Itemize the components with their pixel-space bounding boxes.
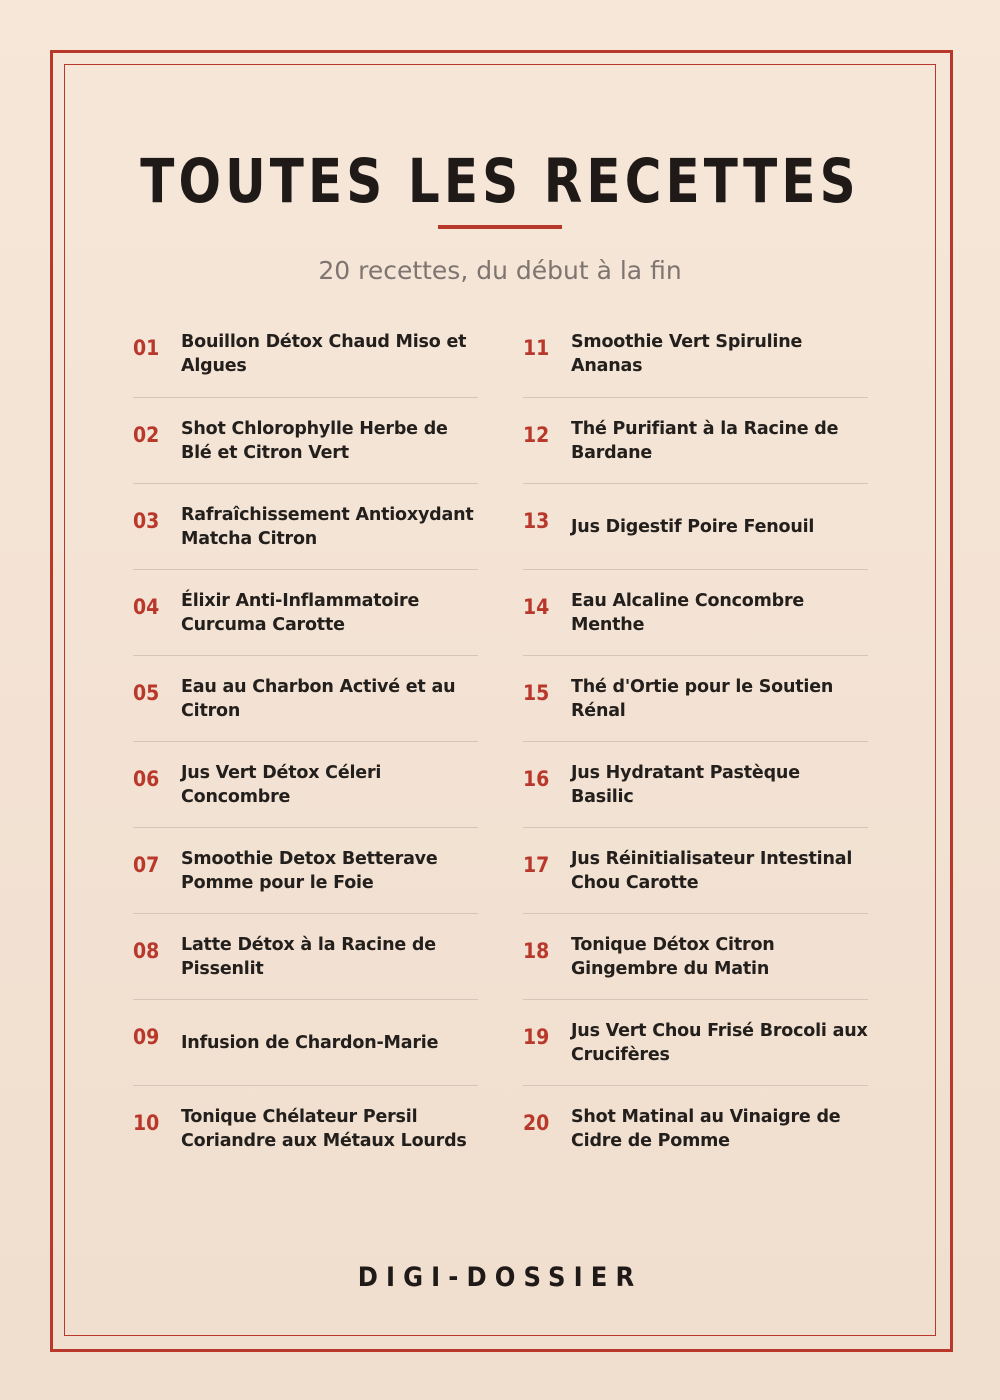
recipe-list-left: [133, 311, 478, 1171]
recipe-item: [133, 655, 478, 741]
recipe-item: [523, 999, 868, 1085]
recipe-number: 14: [523, 595, 550, 619]
recipe-name: Tonique Détox Citron Gingembre du Matin: [571, 935, 775, 979]
recipe-number: 01: [133, 336, 160, 360]
recipe-number: 06: [133, 767, 160, 791]
brand-footer: DIGI-DOSSIER: [357, 1262, 643, 1293]
recipe-name: Thé d'Ortie pour le Soutien Rénal: [571, 677, 834, 721]
recipe-number: 19: [523, 1025, 550, 1049]
recipe-name: Bouillon Détox Chaud Miso et Algues: [181, 332, 467, 376]
recipe-name: Jus Vert Détox Céleri Concombre: [181, 763, 382, 807]
recipe-number: 15: [523, 681, 550, 705]
recipe-item: [523, 655, 868, 741]
recipe-item: [523, 913, 868, 999]
recipe-number: 08: [133, 939, 160, 963]
recipe-item: [523, 1085, 868, 1171]
recipe-number: 12: [523, 423, 550, 447]
recipe-item: [133, 569, 478, 655]
recipe-item: [523, 569, 868, 655]
recipe-name: Latte Détox à la Racine de Pissenlit: [181, 935, 436, 979]
recipe-number: 05: [133, 681, 160, 705]
recipe-name: Jus Digestif Poire Fenouil: [571, 517, 815, 537]
recipe-item: [133, 311, 478, 397]
recipe-item: [133, 397, 478, 483]
page-title: TOUTES LES RECETTES: [140, 146, 860, 217]
recipe-name: Shot Chlorophylle Herbe de Blé et Citron Vert: [181, 419, 448, 463]
recipe-number: 10: [133, 1111, 160, 1135]
recipe-number: 16: [523, 767, 550, 791]
recipe-name: Shot Matinal au Vinaigre de Cidre de Pomme: [571, 1107, 841, 1151]
recipe-item: [523, 483, 868, 569]
recipe-number: 03: [133, 509, 160, 533]
recipe-list-right: [523, 311, 868, 1171]
recipe-name: Infusion de Chardon-Marie: [181, 1033, 439, 1053]
recipe-name: Eau Alcaline Concombre Menthe: [571, 591, 805, 635]
recipe-item: [133, 1085, 478, 1171]
recipe-name: Thé Purifiant à la Racine de Bardane: [571, 419, 839, 463]
recipe-item: [133, 827, 478, 913]
recipe-number: 17: [523, 853, 550, 877]
recipe-item: [133, 999, 478, 1085]
recipe-number: 11: [523, 336, 550, 360]
recipe-name: Rafraîchissement Antioxydant Matcha Citron: [181, 505, 474, 549]
recipe-number: 02: [133, 423, 160, 447]
recipe-name: Jus Réinitialisateur Intestinal Chou Carotte: [571, 849, 853, 893]
recipe-number: 13: [523, 509, 550, 533]
recipe-item: [133, 741, 478, 827]
recipe-number: 09: [133, 1025, 160, 1049]
recipe-number: 20: [523, 1111, 550, 1135]
recipe-item: [523, 827, 868, 913]
recipe-number: 04: [133, 595, 160, 619]
recipe-item: [523, 311, 868, 397]
recipe-name: Smoothie Vert Spiruline Ananas: [571, 332, 803, 376]
recipe-item: [133, 913, 478, 999]
title-underline: [438, 225, 562, 229]
recipe-item: [523, 741, 868, 827]
recipe-name: Smoothie Detox Betterave Pomme pour le Foie: [181, 849, 438, 893]
recipe-name: Tonique Chélateur Persil Coriandre aux Métaux Lourds: [181, 1107, 467, 1151]
page-subtitle: 20 recettes, du début à la fin: [318, 256, 682, 285]
recipe-number: 07: [133, 853, 160, 877]
recipe-item: [523, 397, 868, 483]
recipe-name: Élixir Anti-Inflammatoire Curcuma Carotte: [181, 591, 420, 635]
recipe-item: [133, 483, 478, 569]
recipe-name: Jus Hydratant Pastèque Basilic: [571, 763, 800, 807]
recipe-name: Eau au Charbon Activé et au Citron: [181, 677, 456, 721]
recipe-name: Jus Vert Chou Frisé Brocoli aux Crucifères: [571, 1021, 868, 1065]
recipe-number: 18: [523, 939, 550, 963]
